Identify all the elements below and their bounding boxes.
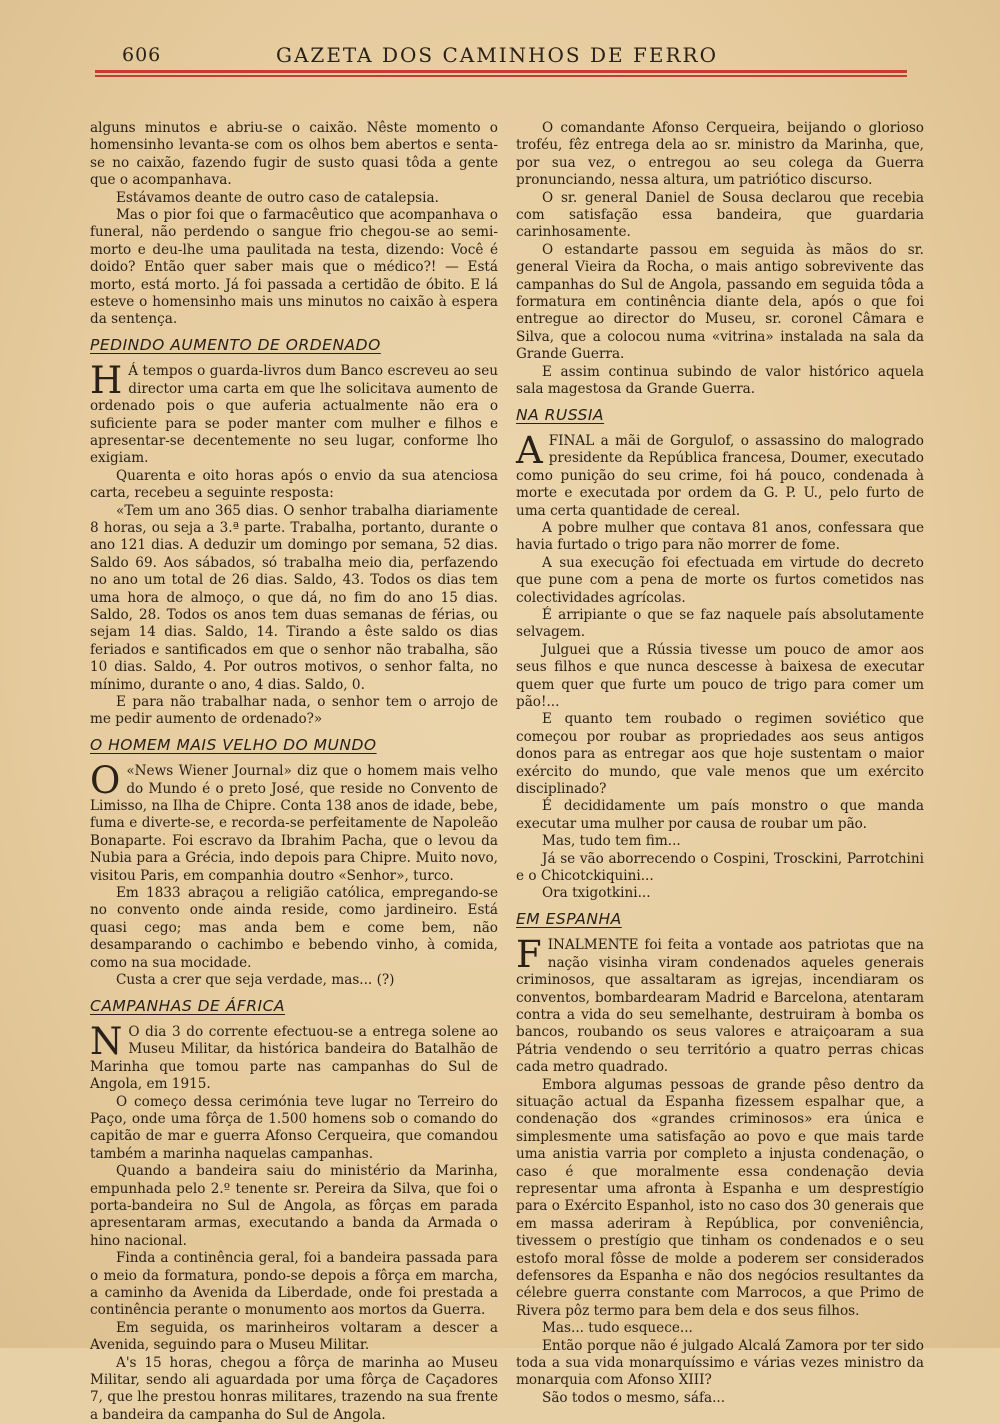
paragraph: «Tem um ano 365 dias. O senhor trabalha diariamente 8 horas, ou seja a 3.ª parte. Trabalha, portanto, durante o ano 121 dias. A deduzir um domingo por semana, 52 dias. Saldo 69. Aos sábados, só trabalha meio dia, perfazendo no ano um total de 26 dias. Saldo, 43. Todos os dias tem uma hora de almoço, o que dá, no fim do ano 15 dias. Saldo, 28. Todos os anos tem duas semanas de férias, ou sejam 14 dias. Saldo, 14. Tirando a êste saldo os dias feriados e santificados em que o senhor não trabalha, são 10 dias. Saldo, 4. Por outros motivos, o senhor falta, no mínimo, durante o ano, 4 dias. Saldo, 0.	[90, 502, 498, 693]
paragraph: Mas o pior foi que o farmacêutico que acompanhava o funeral, não perdendo o sangue frio chegou-se ao semi-morto e deu-lhe uma paulitada na testa, dizendo: Você é doido? Então quer saber mais que o médico?! — Está morto, está morto. Já foi passada a certidão de óbito. E lá esteve o homensinho mais uns minutos no caixão à espera da sentença.	[90, 207, 498, 328]
lead-text: foi feita a vontade aos patriotas que na nação visinha viram condenados aqueles generais criminosos, que assaltaram as igrejas, incendiaram os conventos, bombardearam Madrid e Barcelona, atentaram contra a vida do seu semelhante, destruiram à bomba os bancos, roubando os seus valores e atraiçoaram a sua Pátria vendendo o seu território a quatro perras chicas cada metro quadrado.	[516, 937, 924, 1076]
drop-cap: O	[90, 759, 121, 803]
paragraph: A's 15 horas, chegou a fôrça de marinha ao Museu Militar, sendo ali aguardada por uma fôrça de Caçadores 7, que lhe prestou honras militares, trazendo na sua frente a bandeira da campanha do Sul de Angola.	[90, 1354, 498, 1423]
right-column	[516, 120, 924, 1407]
section-heading-homem-mais-velho: O HOMEM MAIS VELHO DO MUNDO	[90, 735, 377, 754]
drop-cap: F	[516, 933, 542, 977]
paragraph: Julguei que a Rússia tivesse um pouco de amor aos seus filhos e que nunca descesse à baixesa de executar quem quer que furte um pouco de trigo para comer um pão!...	[516, 641, 924, 710]
paragraph: E quanto tem roubado o regimen soviético que começou por roubar as propriedades aos seus antigos donos para as entregar aos que hoje sustentam o maior exército do mundo, que vale menos que um exército disciplinado?	[516, 711, 924, 798]
page-header	[92, 40, 902, 72]
lead-words: Á tempos	[128, 363, 193, 380]
lead-words: INALMENTE	[547, 937, 639, 954]
paragraph: Estávamos deante de outro caso de catalepsia.	[116, 189, 439, 206]
paragraph: Quando a bandeira saiu do ministério da Marinha, empunhada pelo 2.º tenente sr. Pereira da Silva, que foi o porta-bandeira no Sul de Angola, as fôrças em parada apresentaram armas, executando a banda da Armada o hino nacional.	[90, 1163, 498, 1249]
drop-cap: N	[90, 1019, 123, 1063]
paragraph: Já se vão aborrecendo o Cospini, Trosckini, Parrotchini e o Chicotckiquini...	[516, 850, 924, 885]
paragraph: Custa a crer que seja verdade, mas... (?)	[116, 972, 395, 989]
paragraph: Embora algumas pessoas de grande pêso dentro da situação actual da Espanha fizessem espalhar que, a condenação dos «grandes criminosos» era única e simplesmente uma satisfação ao povo e que mais tarde uma anistia varria por completo a injusta condenação, o caso é que moralmente essa condenação devia representar uma afronta à Espanha e um desprestígio para o Exército Espanhol, isto no caso dos 30 generais que em massa aderiram à República, por conveniência, tivessem o prestígio que tinham os condenados e o seu estofo moral fôsse de molde a poderem ser considerados defensores da Espanha e não dos negócios resultantes da célebre guerra constante com Marrocos, a que Primo de Rivera pôz termo para bem dela e dos seus filhos.	[516, 1076, 924, 1319]
article-lead-paragraph	[516, 428, 924, 520]
lead-text: o guarda-livros dum Banco escreveu ao seu director uma carta em que lhe solicitava aumento de ordenado pois o que auferia actualmente não era o suficiente para se poder manter com mulher e filhos e apresentar-se decentemente no seu lugar, conforme lho exigiam.	[90, 363, 498, 467]
paragraph: A pobre mulher que contava 81 anos, confessara que havia furtado o trigo para não morrer de fome.	[516, 519, 924, 554]
section-heading-campanhas-africa: CAMPANHAS DE ÁFRICA	[90, 996, 286, 1015]
section-heading-pedindo-aumento: PEDINDO AUMENTO DE ORDENADO	[90, 335, 381, 354]
paragraph: É decididamente um país monstro o que manda executar uma mulher por causa de roubar um pão.	[516, 798, 924, 832]
drop-cap: A	[516, 428, 543, 472]
paragraph: São todos o mesmo, sáfa...	[542, 1389, 726, 1406]
paragraph: Quarenta e oito horas após o envio da sua atenciosa carta, recebeu a seguinte resposta:	[90, 467, 498, 502]
article-lead-paragraph	[90, 759, 498, 885]
paragraph: E para não trabalhar nada, o senhor tem o arrojo de me pedir aumento de ordenado?»	[90, 694, 498, 728]
paragraph: Ora txigotkini...	[542, 885, 651, 902]
paragraph: E assim continua subindo de valor histórico aquela sala magestosa da Grande Guerra.	[516, 363, 924, 398]
paragraph: Finda a continência geral, foi a bandeira passada para o meio da formatura, pondo-se depois a fôrça em marcha, a caminho da Avenida da Liberdade, onde foi prestada a continência perante o monumento aos mortos da Guerra.	[90, 1250, 498, 1319]
journal-title: GAZETA DOS CAMINHOS DE FERRO	[276, 43, 718, 67]
lead-text: «News Wiener Journal» diz que o homem mais velho do Mundo é o preto José, que reside no Convento de Limisso, na Ilha de Chipre. Conta 138 anos de idade, bebe, fuma e diverte-se, e recorda-se perfeitamente de Napoleão Bonaparte. Foi escravo da Ibrahim Pacha, que o levou da Nubia para a Grécia, indo depois para Chipre. Muito novo, visitou Paris, em companhia doutro «Senhor», turco.	[90, 763, 498, 884]
paragraph: O começo dessa cerimónia teve lugar no Terreiro do Paço, onde uma fôrça de 1.500 homens sob o comando do capitão de mar e guerra Afonso Cerqueira, que comandou também a marinha naquelas campanhas.	[90, 1093, 498, 1162]
paragraph: O estandarte passou em seguida às mãos do sr. general Vieira da Rocha, o mais antigo sobrevivente das campanhas do Sul de Angola, passando em seguida tôda a formatura em continência diante dela, após o que foi entregue ao director do Museu, sr. coronel Câmara e Silva, que a colocou numa «vitrina» instalada na sala da Grande Guerra.	[516, 241, 924, 363]
lead-text: O dia 3 do corrente efectuou-se a entrega solene ao Museu Militar, da histórica bandeira do Batalhão de Marinha que tomou parte nas campanhas do Sul de Angola, em 1915.	[90, 1023, 498, 1093]
header-rule-top	[95, 70, 907, 73]
paragraph: O comandante Afonso Cerqueira, beijando o glorioso troféu, fêz entrega dela ao sr. ministro da Marinha, que, por sua vez, o entregou ao seu colega da Guerra pronunciando, nessa altura, um patriótico discurso.	[516, 120, 924, 189]
page-number: 606	[122, 44, 162, 66]
lead-text: a mãi de Gorgulof, o assassino do malogrado presidente da República francesa, Doumer, executado como punição do seu crime, foi há pouco, condenada à morte e executada por ordem da G. P. U., pelo furto de uma certa quantidade de cereal.	[516, 432, 924, 519]
paragraph: Em seguida, os marinheiros voltaram a descer a Avenida, seguindo para o Museu Militar.	[90, 1319, 498, 1354]
paragraph: O sr. general Daniel de Sousa declarou que recebia com satisfação essa bandeira, que guardaria carinhosamente.	[516, 189, 924, 241]
lead-words: FINAL	[548, 432, 595, 449]
paragraph: A sua execução foi efectuada em virtude do decreto que pune com a pena de morte os furtos cometidos nas colectividades agrícolas.	[516, 554, 924, 606]
paragraph: É arripiante o que se faz naquele país absolutamente selvagem.	[516, 606, 924, 641]
article-lead-paragraph	[90, 1019, 498, 1094]
article-lead-paragraph	[516, 933, 924, 1076]
section-heading-na-russia: NA RUSSIA	[516, 405, 605, 424]
paragraph: Mas, tudo tem fim...	[542, 833, 681, 850]
drop-cap: H	[90, 359, 123, 403]
paragraph: Mas... tudo esquece...	[542, 1320, 693, 1337]
section-heading-em-espanha: EM ESPANHA	[516, 909, 622, 928]
paragraph: alguns minutos e abriu-se o caixão. Nêste momento o homensinho levanta-se com os olhos bem abertos e senta-se no caixão, fazendo fugir de susto quasi tôda a gente que o acompanhava.	[90, 120, 498, 189]
paragraph: Em 1833 abraçou a religião católica, empregando-se no convento onde ainda reside, como jardineiro. Está quasi cego; mas anda bem e come bem, não desamparando o cachimbo e bebendo vinho, à comida, como na sua mocidade.	[90, 885, 498, 971]
left-column	[90, 120, 498, 1424]
article-lead-paragraph	[90, 359, 498, 467]
paragraph: Então porque não é julgado Alcalá Zamora por ter sido toda a sua vida monarquíssimo e várias vezes ministro da monarquia com Afonso XIII?	[516, 1337, 924, 1389]
header-rule-bottom	[95, 75, 907, 77]
